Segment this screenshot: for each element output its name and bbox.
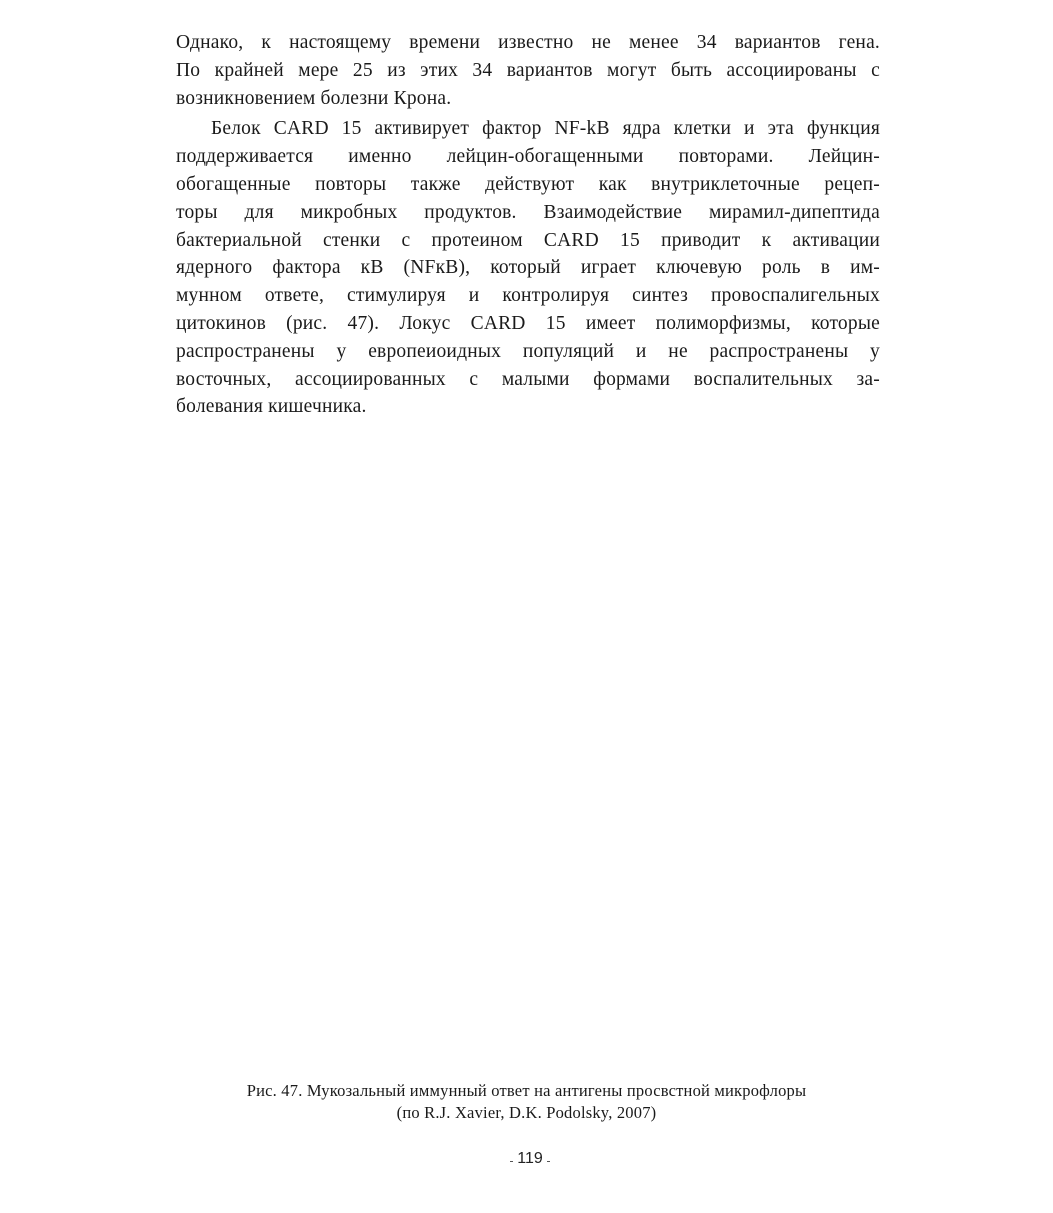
text-line: болевания кишечника. [176,396,367,418]
text-line: восточных, ассоциированных с малыми формами воспалительных за- [176,368,880,390]
text-line: поддерживается именно лейцин-обогащенными повторами. Лейцин- [176,146,880,168]
text-line: торы для микробных продуктов. Взаимодействие мирамил-дипептида [176,201,880,223]
page-number-area [490,1150,570,1168]
text-line: Однако, к настоящему времени известно не менее 34 вариантов гена. [176,32,880,53]
text-line: бактериальной стенки с протеином CARD 15 приводит к активации [176,229,880,251]
body-text [176,29,880,421]
page-number: 119 [517,1150,543,1167]
caption-line-1: Рис. 47. Мукозальный иммунный ответ на антигены просвстной микрофлоры [246,1081,807,1100]
text-line: По крайней мере 25 из этих 34 вариантов могут быть ассоциированы с [176,59,880,81]
figure-placeholder [176,430,880,1070]
text-line: обогащенные повторы также действуют как внутриклеточные рецеп- [176,173,880,195]
text-line: Белок CARD 15 активирует фактор NF-kB ядра клетки и эта функция [211,118,880,140]
text-line: ядерного фактора кВ (NFкВ), который играет ключевую роль в им- [176,257,880,279]
text-line: возникновением болезни Крона. [176,87,452,109]
decorative-dot [510,1161,513,1162]
caption-line-2: (по R.J. Xavier, D.K. Podolsky, 2007) [396,1103,657,1122]
text-line: цитокинов (рис. 47). Локус CARD 15 имеет полиморфизмы, которые [176,312,880,334]
figure-caption [120,1080,933,1124]
decorative-dot [547,1161,550,1162]
text-line: мунном ответе, стимулируя и контролируя синтез провоспалигельных [176,285,880,307]
text-line: распространены у европеиоидных популяций и не распространены у [176,340,880,362]
